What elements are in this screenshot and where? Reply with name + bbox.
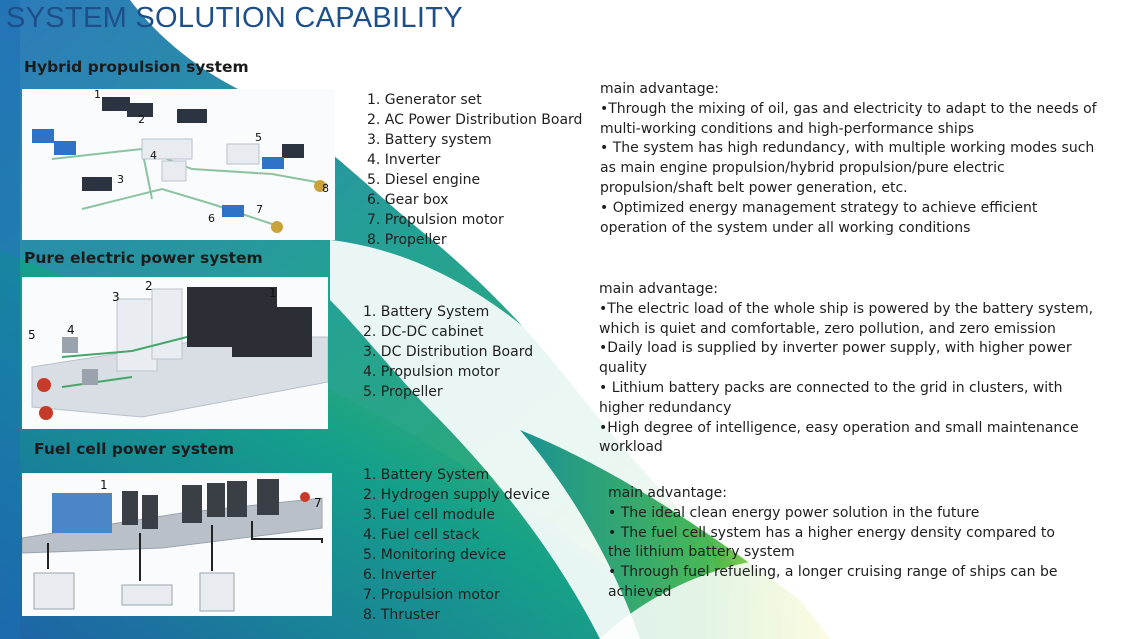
list-item: 5. Propeller <box>363 384 443 400</box>
list-item: 8. Thruster <box>363 607 441 623</box>
hybrid-advantages <box>600 80 1100 238</box>
hybrid-callout-8: 8 <box>322 182 329 195</box>
list-item: 1. Generator set <box>367 92 482 108</box>
list-item: 3. DC Distribution Board <box>363 344 534 360</box>
pure-callout-2: 2 <box>145 279 153 293</box>
fuel-cell-diagram <box>22 473 332 616</box>
advantage-item: •Daily load is supplied by inverter power supply, with higher power quality <box>599 340 1072 377</box>
list-item: 7. Propulsion motor <box>363 587 500 603</box>
section-title-pure-electric: Pure electric power system <box>24 249 263 267</box>
pure-callout-1: 1 <box>269 286 277 300</box>
pure-electric-diagram <box>22 277 328 429</box>
advantage-item: • The fuel cell system has a higher energy density compared to the lithium battery system <box>608 524 1055 561</box>
hybrid-callout-6: 6 <box>208 212 215 225</box>
list-item: 6. Gear box <box>367 192 449 208</box>
list-item: 3. Battery system <box>367 132 492 148</box>
advantage-item: • Lithium battery packs are connected to the grid in clusters, with higher redundancy <box>599 379 1063 416</box>
hybrid-callout-1: 1 <box>94 89 101 101</box>
advantage-heading: main advantage: <box>599 281 718 297</box>
pure-callout-4: 4 <box>67 323 75 337</box>
section-title-fuel-cell: Fuel cell power system <box>34 440 235 458</box>
list-item: 1. Battery System <box>363 304 490 320</box>
hybrid-callout-3: 3 <box>117 173 124 186</box>
hybrid-component-list <box>367 90 582 250</box>
list-item: 3. Fuel cell module <box>363 507 495 523</box>
list-item: 7. Propulsion motor <box>367 212 504 228</box>
advantage-item: •High degree of intelligence, easy operation and small maintenance workload <box>599 419 1079 456</box>
hybrid-propulsion-diagram <box>22 89 335 240</box>
pure-electric-advantages <box>599 280 1104 458</box>
hybrid-callout-2: 2 <box>138 113 145 126</box>
fuel-cell-component-list <box>363 465 550 625</box>
pure-electric-component-list <box>363 302 533 402</box>
fuel-callout-7: 7 <box>314 496 322 510</box>
list-item: 4. Propulsion motor <box>363 364 500 380</box>
advantage-item: • Optimized energy management strategy to achieve efficient operation of the system under all working conditions <box>600 199 1038 236</box>
hybrid-callout-7: 7 <box>256 203 263 216</box>
list-item: 5. Diesel engine <box>367 172 481 188</box>
advantage-item: • The system has high redundancy, with multiple working modes such as main engine propulsion/hybrid propulsion/pure electric propulsion/shaft belt power generation, etc. <box>600 140 1095 196</box>
advantage-heading: main advantage: <box>600 81 719 97</box>
pure-callout-5: 5 <box>28 328 36 342</box>
advantage-heading: main advantage: <box>608 485 727 501</box>
list-item: 2. AC Power Distribution Board <box>367 112 583 128</box>
advantage-item: • The ideal clean energy power solution in the future <box>608 504 980 521</box>
fuel-cell-advantages <box>608 484 1078 603</box>
advantage-item: • Through fuel refueling, a longer cruising range of ships can be achieved <box>608 564 1058 600</box>
hybrid-callout-4: 4 <box>150 149 157 162</box>
pure-callout-3: 3 <box>112 290 120 304</box>
advantage-item: •The electric load of the whole ship is powered by the battery system, which is quiet and comfortable, zero pollution, and zero emission <box>599 300 1094 337</box>
fuel-callout-1: 1 <box>100 478 108 492</box>
list-item: 5. Monitoring device <box>363 547 507 563</box>
list-item: 4. Fuel cell stack <box>363 527 480 543</box>
list-item: 4. Inverter <box>367 152 441 168</box>
list-item: 2. DC-DC cabinet <box>363 324 484 340</box>
hybrid-callout-5: 5 <box>255 131 262 144</box>
advantage-item: •Through the mixing of oil, gas and electricity to adapt to the needs of multi-working conditions and high-performance ships <box>600 100 1097 137</box>
list-item: 2. Hydrogen supply device <box>363 487 550 503</box>
section-title-hybrid: Hybrid propulsion system <box>24 58 249 76</box>
list-item: 8. Propeller <box>367 232 447 248</box>
page-title: SYSTEM SOLUTION CAPABILITY <box>6 2 463 34</box>
list-item: 6. Inverter <box>363 567 437 583</box>
list-item: 1. Battery System <box>363 467 490 483</box>
